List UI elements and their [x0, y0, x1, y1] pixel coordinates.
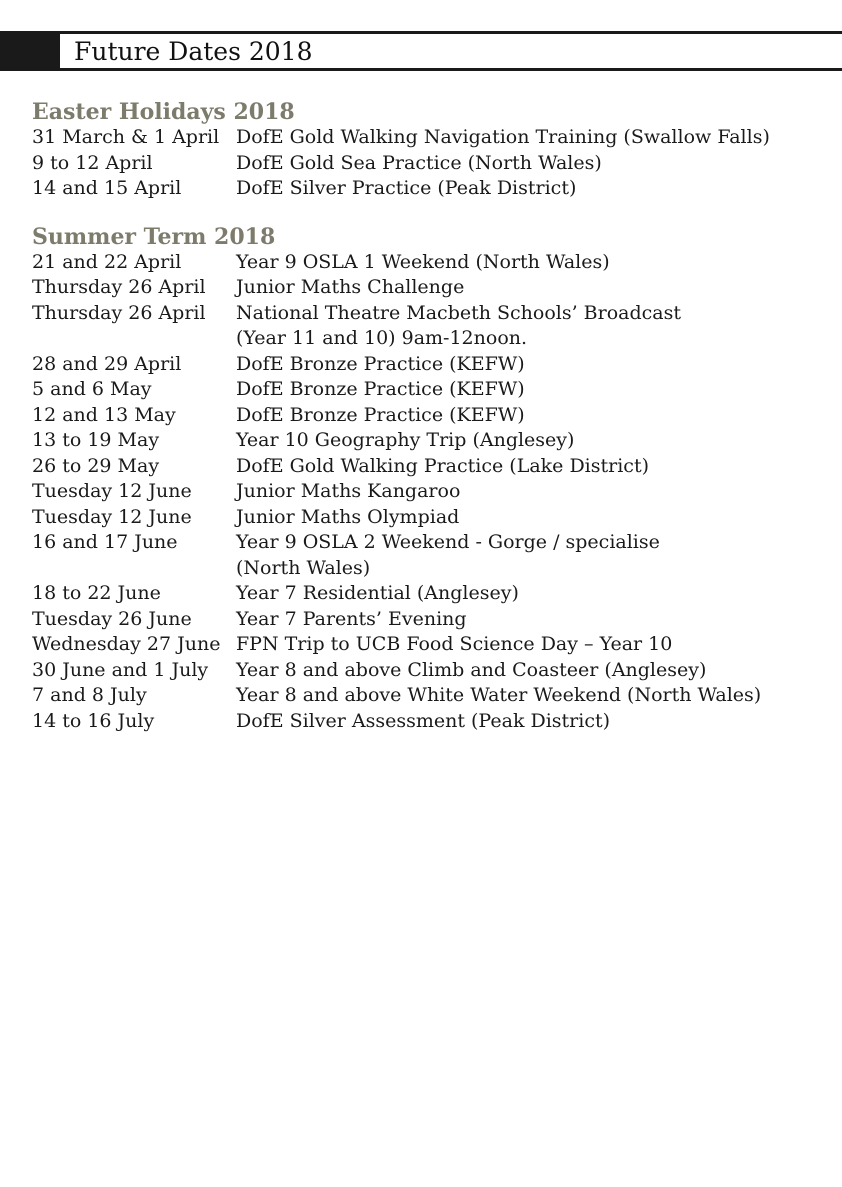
event-cell: Year 9 OSLA 1 Weekend (North Wales) — [236, 250, 610, 273]
event-cell: Year 10 Geography Trip (Anglesey) — [236, 429, 575, 451]
date-row — [32, 632, 822, 658]
date-row — [32, 125, 822, 151]
event-cell: DofE Gold Walking Navigation Training (Swallow Falls) — [236, 126, 770, 148]
date-cell: 21 and 22 April — [32, 250, 182, 273]
date-cell: 5 and 6 May — [32, 378, 152, 400]
date-row — [32, 275, 822, 301]
page-title: Future Dates 2018 — [74, 37, 313, 66]
date-row — [32, 479, 822, 505]
event-cell: Junior Maths Olympiad — [236, 505, 460, 528]
section-easter-holidays — [32, 99, 822, 202]
date-row — [32, 301, 822, 352]
date-row — [32, 352, 822, 378]
date-cell: Tuesday 12 June — [32, 480, 192, 502]
section-summer-term — [32, 224, 822, 735]
event-cell: Year 8 and above White Water Weekend (North Wales) — [236, 684, 762, 706]
date-cell: 28 and 29 April — [32, 352, 182, 375]
date-row — [32, 176, 822, 202]
date-cell: Thursday 26 April — [32, 276, 206, 298]
date-cell: Tuesday 12 June — [32, 505, 192, 528]
section-title: Easter Holidays 2018 — [32, 99, 295, 125]
event-cell: DofE Silver Practice (Peak District) — [236, 177, 577, 199]
date-cell: 31 March & 1 April — [32, 126, 220, 148]
date-row — [32, 607, 822, 633]
date-cell: Thursday 26 April — [32, 301, 206, 324]
date-row — [32, 709, 822, 735]
date-cell: 16 and 17 June — [32, 531, 178, 553]
event-cell: DofE Gold Walking Practice (Lake District) — [236, 454, 649, 477]
event-cell: DofE Bronze Practice (KEFW) — [236, 403, 525, 426]
date-row — [32, 151, 822, 177]
date-cell: 26 to 29 May — [32, 454, 160, 477]
date-cell: 14 to 16 July — [32, 709, 155, 732]
date-row — [32, 530, 822, 581]
event-cell: FPN Trip to UCB Food Science Day – Year 10 — [236, 633, 673, 655]
event-cell: DofE Bronze Practice (KEFW) — [236, 352, 525, 375]
date-row — [32, 581, 822, 607]
event-cell: Junior Maths Challenge — [236, 276, 465, 298]
event-cell: Year 7 Parents’ Evening — [236, 607, 467, 630]
event-cell: National Theatre Macbeth Schools’ Broadcast (Year 11 and 10) 9am-12noon. — [236, 301, 682, 349]
date-cell: 7 and 8 July — [32, 684, 147, 706]
event-cell: Junior Maths Kangaroo — [236, 480, 461, 502]
date-cell: 12 and 13 May — [32, 403, 176, 426]
event-cell: Year 9 OSLA 2 Weekend - Gorge / specialise (North Wales) — [236, 531, 660, 579]
section-title: Summer Term 2018 — [32, 223, 276, 250]
date-cell: 14 and 15 April — [32, 177, 182, 199]
date-cell: Wednesday 27 June — [32, 633, 221, 655]
date-cell: 13 to 19 May — [32, 429, 160, 451]
date-row — [32, 250, 822, 276]
header-bar — [0, 31, 842, 71]
date-row — [32, 505, 822, 531]
date-row — [32, 428, 822, 454]
date-row — [32, 377, 822, 403]
event-cell: DofE Bronze Practice (KEFW) — [236, 378, 525, 400]
event-cell: DofE Gold Sea Practice (North Wales) — [236, 151, 602, 174]
date-cell: 18 to 22 June — [32, 582, 161, 604]
date-row — [32, 683, 822, 709]
date-row — [32, 658, 822, 684]
header-accent-block — [0, 34, 60, 68]
event-cell: Year 7 Residential (Anglesey) — [236, 582, 519, 604]
date-cell: 9 to 12 April — [32, 151, 153, 174]
dates-content — [32, 99, 822, 756]
event-cell: Year 8 and above Climb and Coasteer (Anglesey) — [236, 658, 707, 681]
date-row — [32, 454, 822, 480]
date-cell: 30 June and 1 July — [32, 658, 209, 681]
date-cell: Tuesday 26 June — [32, 607, 192, 630]
date-row — [32, 403, 822, 429]
event-cell: DofE Silver Assessment (Peak District) — [236, 709, 611, 732]
